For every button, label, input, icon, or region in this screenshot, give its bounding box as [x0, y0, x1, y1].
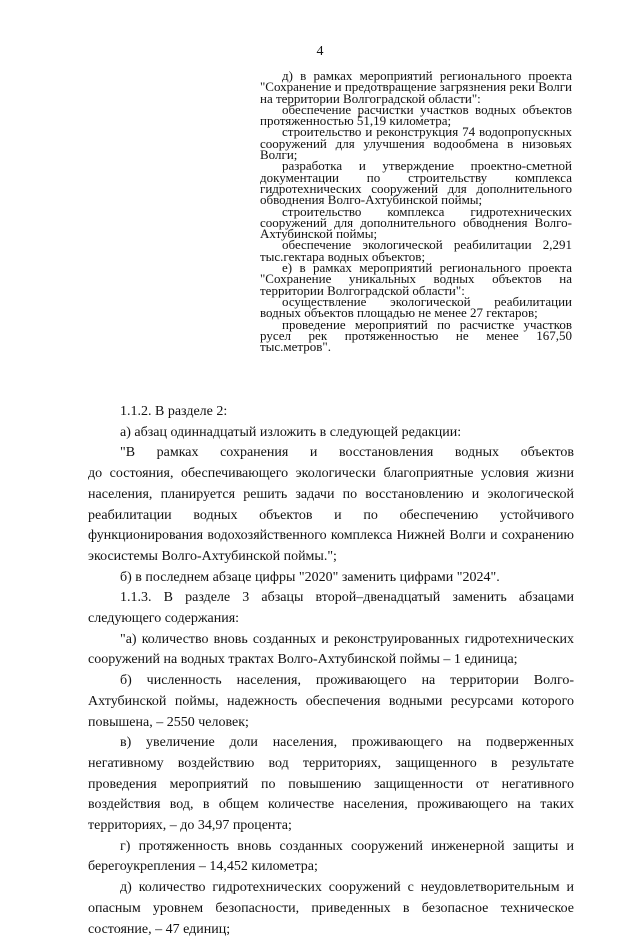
quote-paragraph-5: обеспечение экологической реабилитации 2,291 тыс.гектара водных объектов; [260, 237, 572, 264]
quote-paragraph-7: осуществление экологической реабилитации водных объектов площадью не менее 27 гектаров; [260, 293, 572, 321]
quoted-amendment-block [260, 68, 572, 355]
paragraph-indicator-a: "а) количество вновь созданных и реконструированных гидротехнических сооружений на водных трактах Волго-Ахтубинской поймы – 1 единица; [88, 631, 574, 668]
quote-paragraph-1: обеспечение расчистки участков водных объектов протяженностью 51,19 километра; [260, 101, 572, 129]
quote-paragraph-8: проведение мероприятий по расчистке участков русел рек протяженностью не менее 167,50 тыс.метров". [260, 316, 572, 355]
paragraph-item-b: б) в последнем абзаце цифры "2020" заменить цифрами "2024". [120, 569, 500, 585]
section-heading-1-1-2: 1.1.2. В разделе 2: [120, 404, 228, 419]
section-heading-1-1-3: 1.1.3. В разделе 3 абзацы второй–двенадцатый заменить абзацами следующего содержания: [88, 590, 574, 627]
paragraph-indicator-g: г) протяженность вновь созданных сооружений инженерной защиты и берегоукрепления – 14,452 километра; [88, 838, 574, 875]
quote-paragraph-4: строительство комплекса гидротехнических сооружений для дополнительного обводнения Волго-Ахтубинской поймы; [260, 203, 572, 242]
document-body [88, 402, 574, 940]
quote-paragraph-2: строительство и реконструкция 74 водопропускных сооружений для улучшения водообмена в низовьях Волги; [260, 124, 572, 163]
quote-paragraph-e: е) в рамках мероприятий регионального проекта "Сохранение уникальных водных объектов на территории Волгоградской области": [260, 260, 572, 298]
quote-paragraph-3: разработка и утверждение проектно-сметной документации по строительству комплекса гидротехнических сооружений для дополнительного обводнения Волго-Ахтубинской поймы; [260, 158, 572, 208]
paragraph-indicator-d: д) количество гидротехнических сооружений с неудовлетворительным и опасным уровнем безопасности, приведенных в безопасное техническое состояние, – 47 единиц; [88, 880, 574, 937]
quote-paragraph-d: д) в рамках мероприятий регионального проекта "Сохранение и предотвращение загрязнения реки Волги на территории Волгоградской области": [260, 68, 572, 106]
quote-first-line: "В рамках сохранения и восстановления водных объектов [120, 445, 574, 461]
paragraph-indicator-b: б) численность населения, проживающего на территории Волго-Ахтубинской поймы, надежность обеспечения водными ресурсами которого повышена, – 2550 человек; [88, 673, 574, 730]
paragraph-indicator-v: в) увеличение доли населения, проживающего на подверженных негативному воздействию вод территориях, защищенного в результате проведения мероприятий по повышению защищенности от негативного воздействия вод, в общем количестве населения, проживающего на таких территориях, – до 34,97 процента; [88, 735, 574, 834]
page-number: 4 [316, 44, 324, 59]
quote-continuation: до состояния, обеспечивающего экологически благоприятные условия жизни населения, планируется решить задачи по восстановлению и экологической реабилитации водных объектов и по обеспечению устойчивого функционирования водохозяйственного комплекса Нижней Волги и сохранению экосистемы Волго-Ахтубинской поймы."; [88, 466, 574, 564]
paragraph-item-a: а) абзац одиннадцатый изложить в следующей редакции: [120, 424, 462, 440]
